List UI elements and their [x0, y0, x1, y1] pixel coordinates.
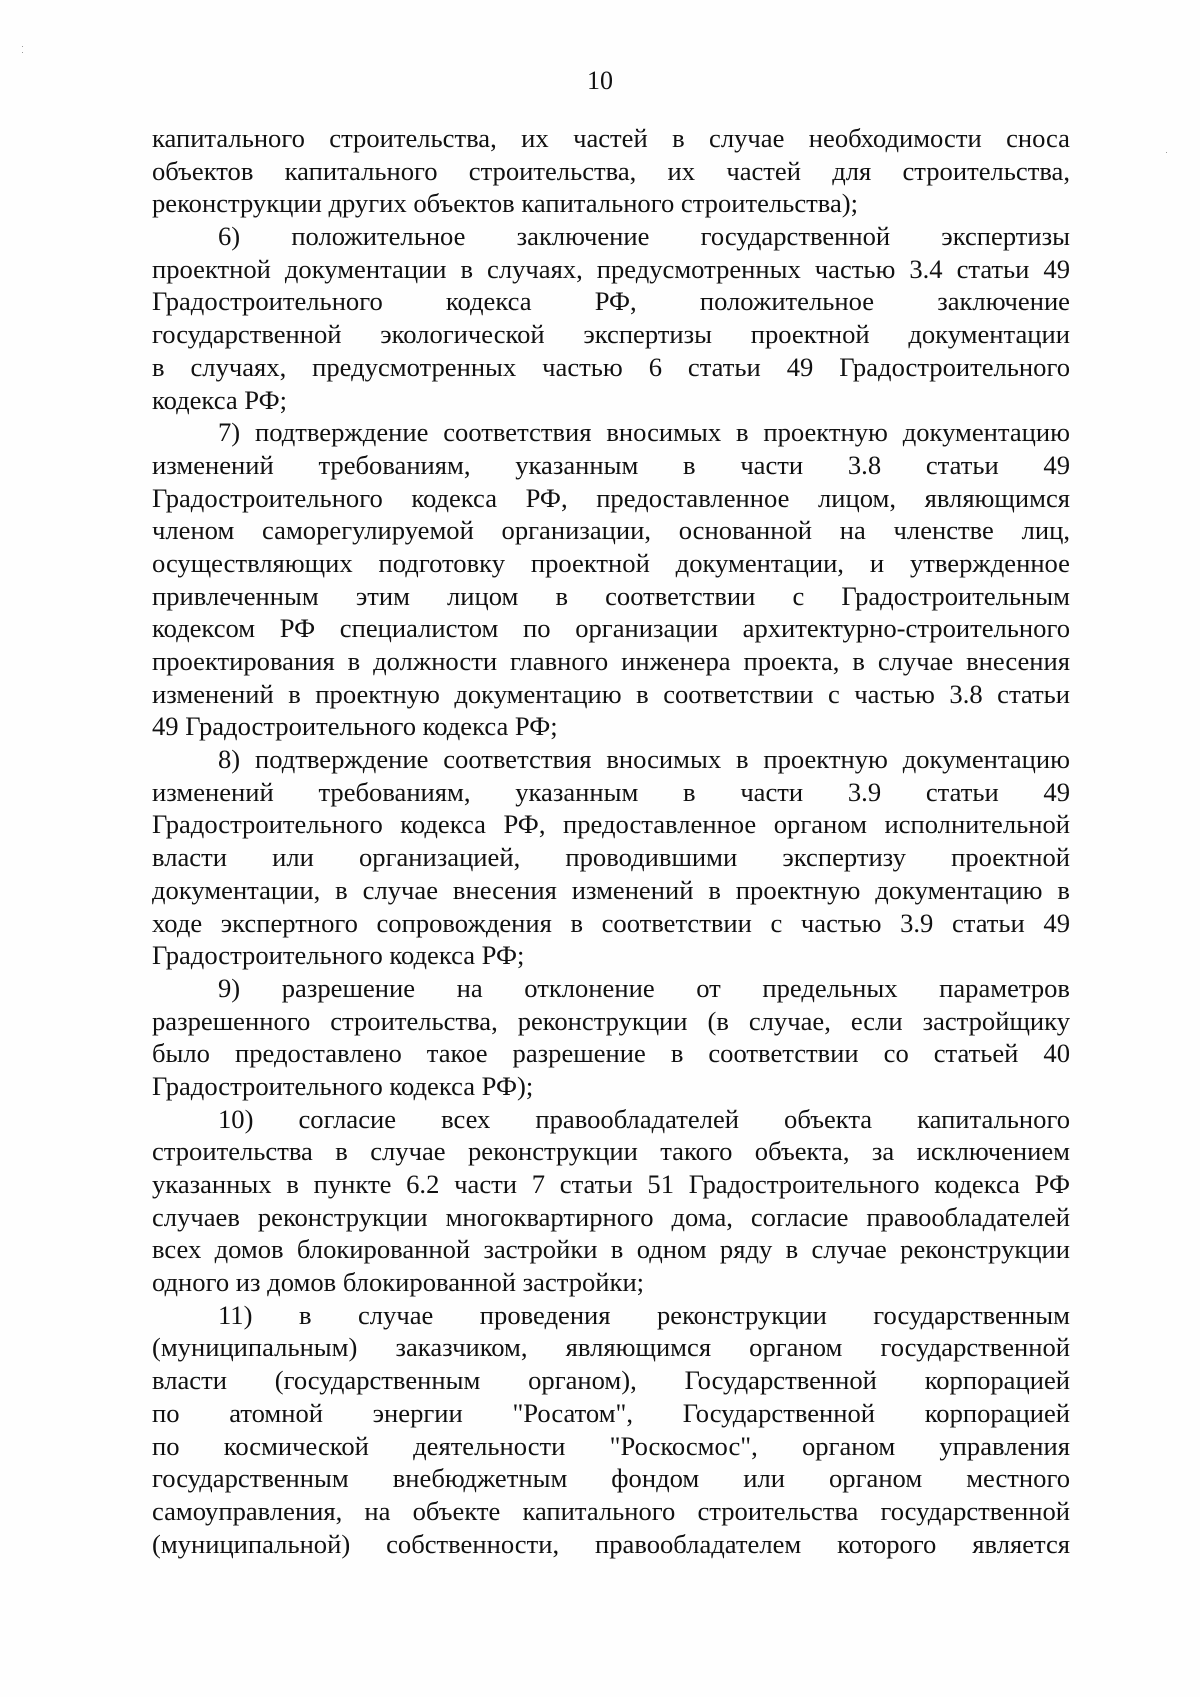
text-line: 8) подтверждение соответствия вносимых в проектную документацию [218, 744, 1070, 775]
text-line: изменений требованиям, указанным в части 3.8 статьи 49 [152, 449, 1070, 480]
text-line: членом саморегулируемой организации, основанной на членстве лиц, [152, 515, 1070, 546]
scan-speck [22, 52, 23, 53]
text-line: Градостроительного кодекса РФ, предоставленное лицом, являющимся [152, 482, 1070, 513]
text-line: проектирования в должности главного инженера проекта, в случае внесения [152, 646, 1070, 676]
text-line: ходе экспертного сопровождения в соответствии с частью 3.9 статьи 49 [152, 907, 1070, 938]
text-line: строительства в случае реконструкции такого объекта, за исключением [152, 1136, 1070, 1167]
text-line: реконструкции других объектов капитального строительства); [152, 188, 858, 219]
text-line: власти или организацией, проводившими экспертизу проектной [152, 842, 1070, 873]
text-line: в случаях, предусмотренных частью 6 статьи 49 Градостроительного [152, 351, 1070, 382]
text-line: Градостроительного кодекса РФ, предоставленное органом исполнительной [152, 809, 1070, 840]
text-line: по атомной энергии "Росатом", Государственной корпорацией [152, 1397, 1070, 1428]
text-line: Градостроительного кодекса РФ, положительное заключение [152, 286, 1070, 317]
text-line: государственным внебюджетным фондом или органом местного [152, 1463, 1070, 1494]
text-line: объектов капитального строительства, их частей для строительства, [152, 155, 1070, 186]
page-number: 10 [587, 66, 613, 95]
text-line: по космической деятельности "Роскосмос", органом управления [152, 1430, 1070, 1461]
text-line: всех домов блокированной застройки в одном ряду в случае реконструкции [152, 1234, 1070, 1265]
text-line: 11) в случае проведения реконструкции государственным [218, 1299, 1070, 1330]
text-line: самоуправления, на объекте капитального строительства государственной [152, 1495, 1070, 1526]
text-line: 10) согласие всех правообладателей объекта капитального [218, 1103, 1070, 1134]
text-line: (муниципальной) собственности, правообладателем которого является [152, 1528, 1070, 1559]
text-line: Градостроительного кодекса РФ; [152, 940, 525, 971]
text-line: разрешенного строительства, реконструкции (в случае, если застройщику [152, 1005, 1070, 1036]
text-line: осуществляющих подготовку проектной документации, и утвержденное [152, 547, 1070, 578]
text-line: государственной экологической экспертизы проектной документации [152, 319, 1070, 350]
text-line: привлеченным этим лицом в соответствии с Градостроительным [152, 580, 1070, 611]
text-line: кодексом РФ специалистом по организации архитектурно-строительного [152, 613, 1070, 644]
text-line: кодекса РФ; [152, 384, 288, 415]
text-line: изменений в проектную документацию в соответствии с частью 3.8 статьи [152, 678, 1070, 709]
text-line: 9) разрешение на отклонение от предельных параметров [218, 972, 1070, 1003]
text-line: Градостроительного кодекса РФ); [152, 1070, 534, 1101]
text-line: было предоставлено такое разрешение в соответствии со статьей 40 [152, 1038, 1070, 1069]
scan-speck [22, 46, 23, 47]
text-line: 6) положительное заключение государственной экспертизы [218, 221, 1070, 252]
text-line: случаев реконструкции многоквартирного дома, согласие правообладателей [152, 1201, 1070, 1232]
text-line: капитального строительства, их частей в случае необходимости сноса [152, 123, 1070, 153]
scan-speck [1166, 152, 1167, 153]
document-body [152, 122, 1070, 1560]
text-line: 7) подтверждение соответствия вносимых в проектную документацию [218, 417, 1070, 448]
text-line: власти (государственным органом), Государственной корпорацией [152, 1365, 1070, 1396]
text-line: (муниципальным) заказчиком, являющимся органом государственной [152, 1332, 1070, 1363]
text-line: одного из домов блокированной застройки; [152, 1267, 645, 1298]
text-line: документации, в случае внесения изменений в проектную документацию в [152, 874, 1070, 905]
text-line: 49 Градостроительного кодекса РФ; [152, 711, 558, 742]
text-line: изменений требованиям, указанным в части 3.9 статьи 49 [152, 776, 1070, 807]
text-line: указанных в пункте 6.2 части 7 статьи 51 Градостроительного кодекса РФ [152, 1169, 1070, 1199]
text-line: проектной документации в случаях, предусмотренных частью 3.4 статьи 49 [152, 253, 1070, 284]
